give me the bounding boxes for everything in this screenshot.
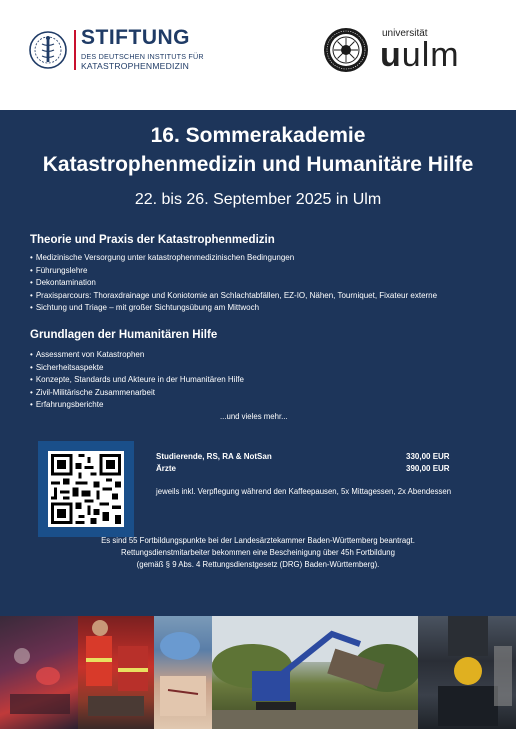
cme-info: Rettungsdienstmitarbeiter bekommen eine Bescheinigung über 45h Fortbildung bbox=[121, 548, 395, 557]
university-brand bbox=[380, 36, 460, 74]
brand-rest: ulm bbox=[401, 36, 460, 74]
photo-suturing bbox=[154, 616, 212, 729]
price-value: 390,00 EUR bbox=[406, 464, 450, 473]
qr-code-icon bbox=[48, 451, 124, 527]
list-item: • Praxisparcours: Thoraxdrainage und Koniotomie an Schlachtabfällen, EZ-IO, Nähen, Tourniquet, Fixateur externe bbox=[30, 290, 437, 303]
more-text: ...und vieles mehr... bbox=[220, 412, 288, 421]
logo-divider bbox=[74, 30, 76, 70]
brand-bold: u bbox=[380, 36, 402, 74]
list-item: • Sicherheitsaspekte bbox=[30, 362, 244, 375]
university-label: universität bbox=[382, 28, 428, 39]
list-item: • Sichtung und Triage – mit großer Sichtungsübung am Mittwoch bbox=[30, 302, 437, 315]
qr-code[interactable] bbox=[38, 441, 134, 537]
list-item: • Zivil-Militärische Zusammenarbeit bbox=[30, 387, 244, 400]
photo-dark-room-training bbox=[0, 616, 78, 729]
price-note: jeweils inkl. Verpflegung während den Kaffeepausen, 5x Mittagessen, 2x Abendessen bbox=[156, 487, 452, 496]
event-subtitle: Katastrophenmedizin und Humanitäre Hilfe bbox=[42, 153, 474, 176]
stiftung-subtitle: DES DEUTSCHEN INSTITUTS FÜR bbox=[81, 52, 204, 61]
list-item: • Führungslehre bbox=[30, 265, 437, 278]
stiftung-name: STIFTUNG bbox=[81, 26, 190, 49]
university-seal-icon bbox=[322, 26, 370, 74]
stiftung-logo bbox=[28, 26, 204, 76]
photo-strip bbox=[0, 616, 516, 729]
price-value: 330,00 EUR bbox=[406, 452, 450, 461]
list-item: • Erfahrungsberichte bbox=[30, 399, 244, 412]
photo-rescue-workers bbox=[78, 616, 154, 729]
price-label: Ärzte bbox=[156, 464, 177, 473]
cme-info: (gemäß § 9 Abs. 4 Rettungsdienstgesetz (DRG) Baden-Württemberg). bbox=[136, 560, 380, 569]
university-logo bbox=[322, 26, 492, 78]
cme-info: Es sind 55 Fortbildungspunkte bei der Landesärztekammer Baden-Württemberg beantragt. bbox=[101, 536, 415, 545]
list-item: • Dekontamination bbox=[30, 277, 437, 290]
header bbox=[0, 0, 516, 110]
list-item: • Medizinische Versorgung unter katastrophenmedizinischen Bedingungen bbox=[30, 252, 437, 265]
medical-seal-icon bbox=[28, 30, 68, 70]
topic-list bbox=[30, 349, 244, 412]
section-heading: Grundlagen der Humanitären Hilfe bbox=[30, 329, 218, 341]
photo-excavator-wreck bbox=[212, 616, 418, 729]
price-label: Studierende, RS, RA & NotSan bbox=[156, 452, 272, 461]
section-heading: Theorie und Praxis der Katastrophenmedizin bbox=[30, 234, 275, 246]
list-item: • Assessment von Katastrophen bbox=[30, 349, 244, 362]
topic-list bbox=[30, 252, 437, 315]
event-dates: 22. bis 26. September 2025 in Ulm bbox=[134, 191, 382, 208]
stiftung-subtitle: KATASTROPHENMEDIZIN bbox=[81, 61, 190, 71]
photo-rescue-equipment bbox=[418, 616, 516, 729]
list-item: • Konzepte, Standards und Akteure in der Humanitären Hilfe bbox=[30, 374, 244, 387]
event-title: 16. Sommerakademie bbox=[150, 124, 366, 147]
main-panel bbox=[0, 110, 516, 616]
